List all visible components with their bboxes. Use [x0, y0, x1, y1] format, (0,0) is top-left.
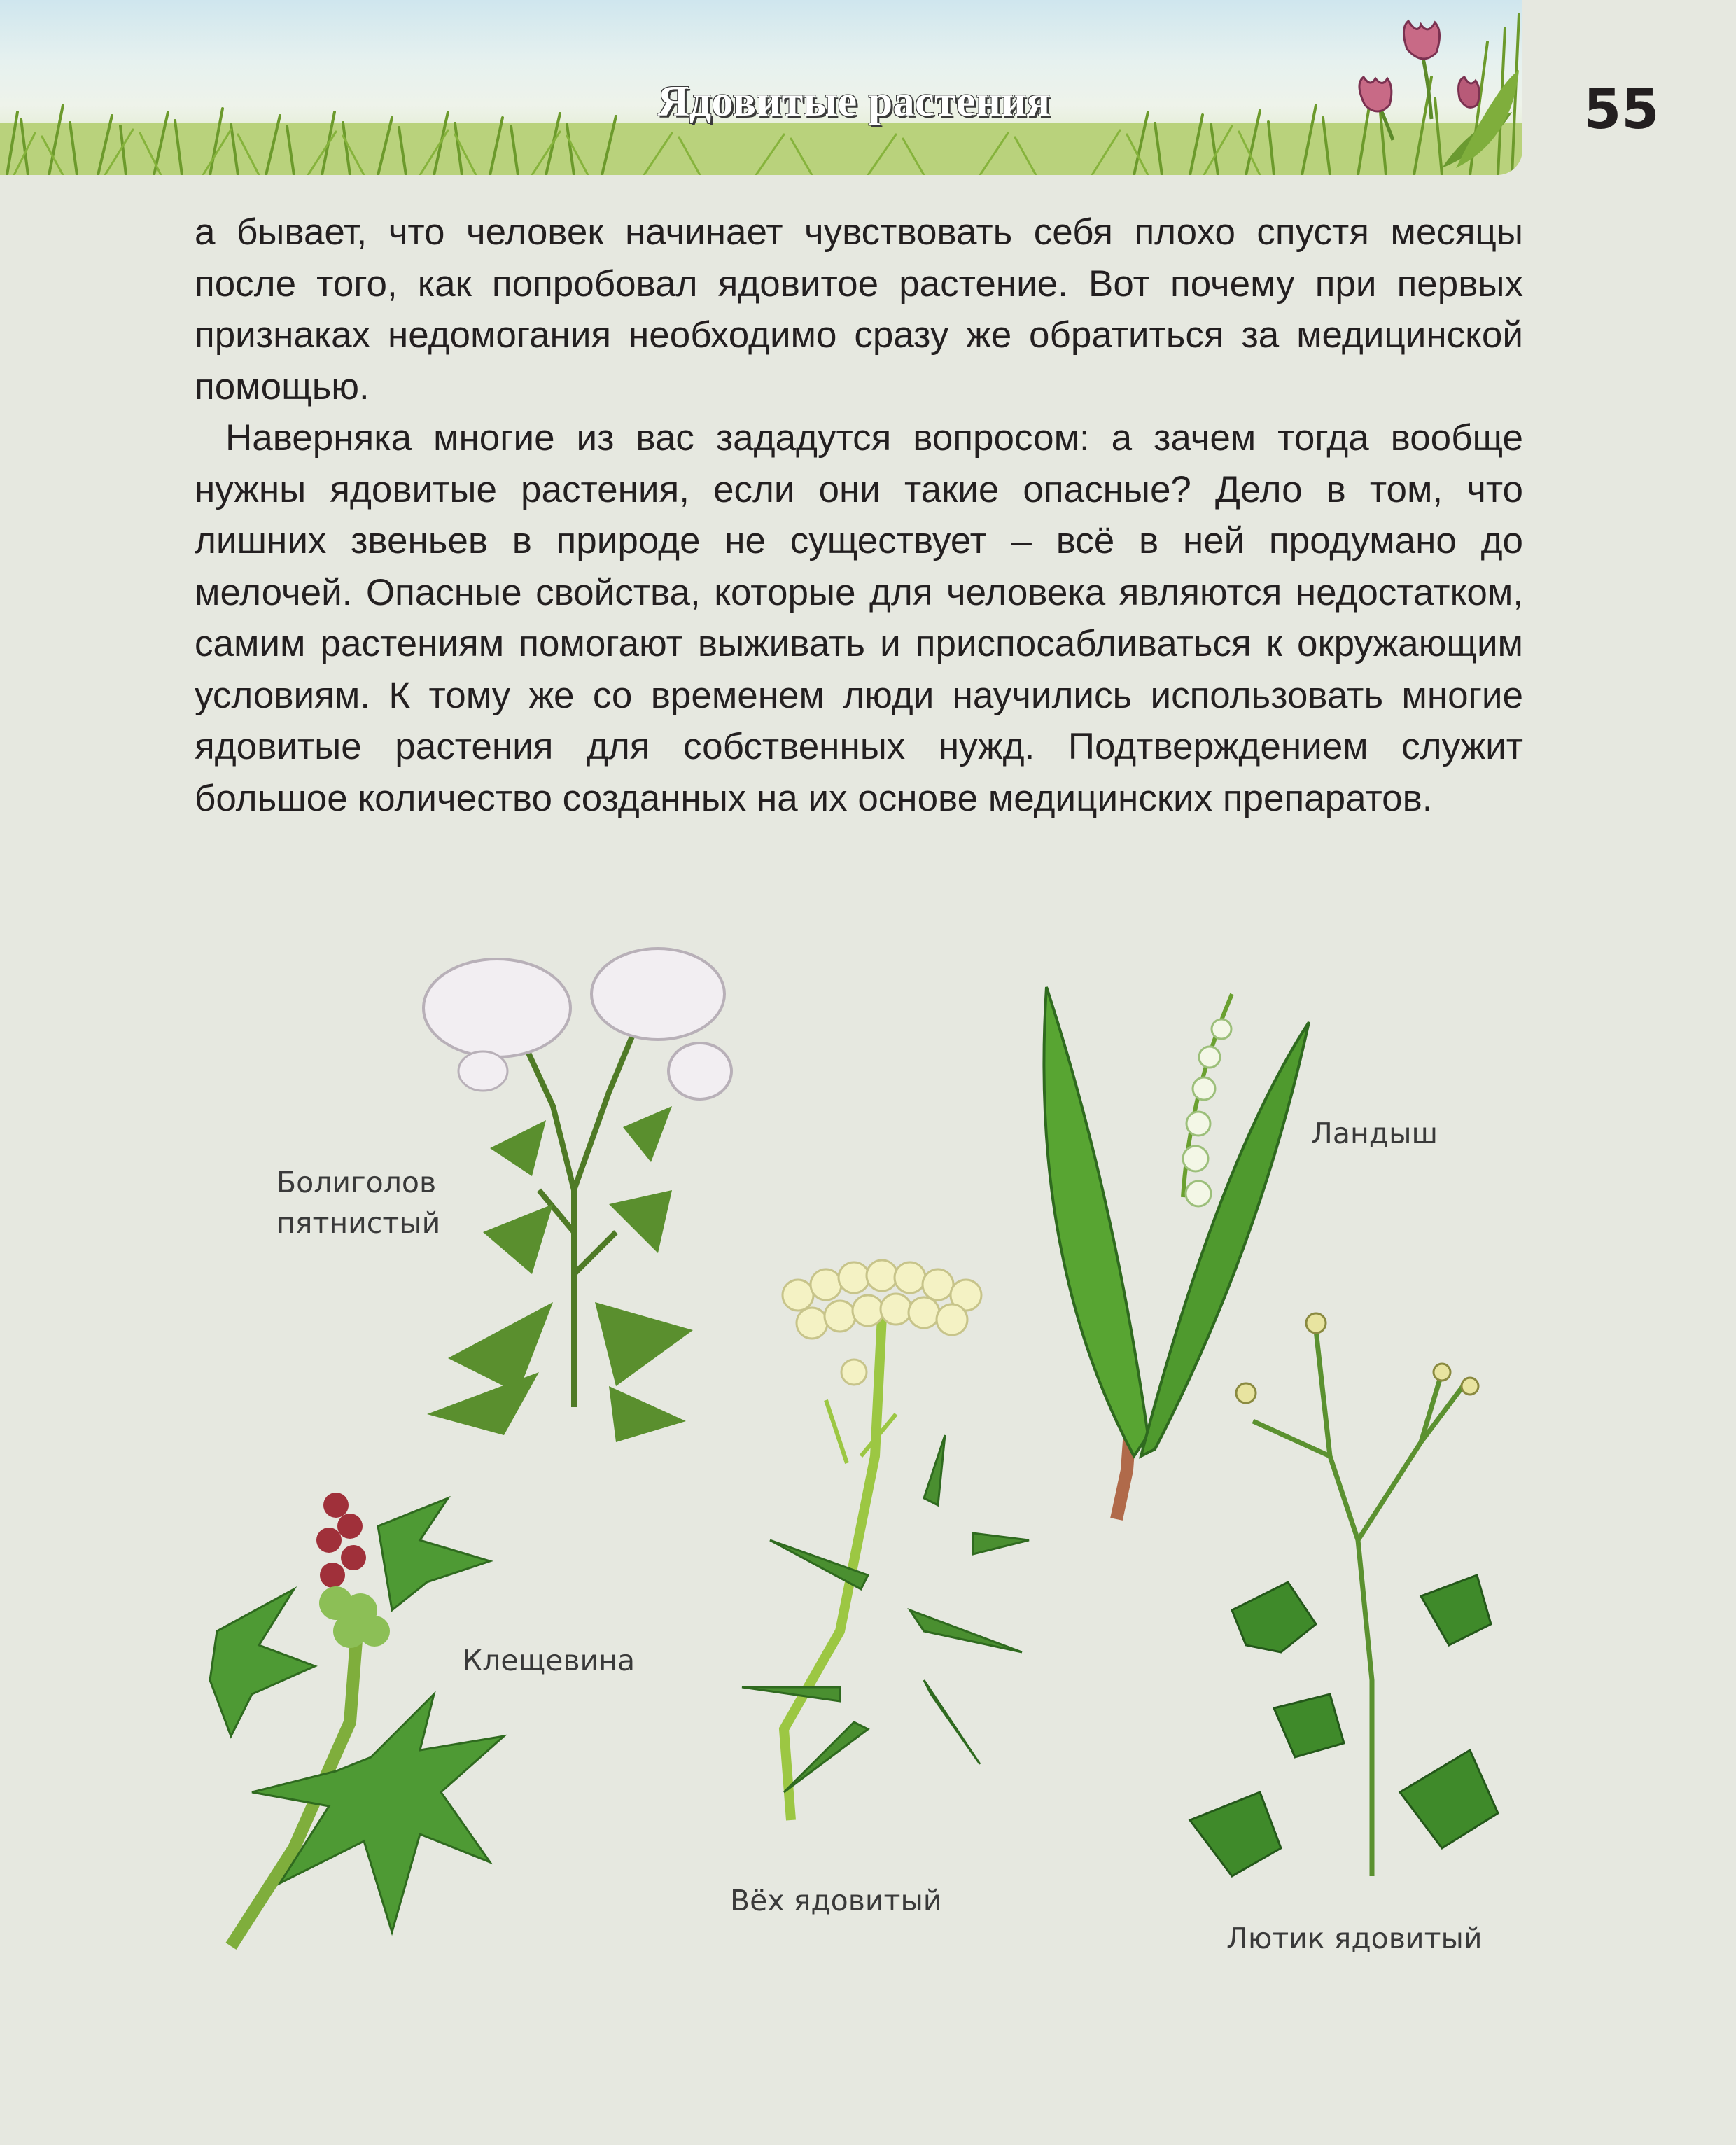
paragraph: а бывает, что человек начинает чувствовать себя плохо спустя месяцы после того, как попробовал ядовитое растение. Вот почему при первых признаках недомогания необходимо сразу же обратиться за медицинской помощью.	[195, 211, 1523, 407]
hemlock-illustration	[424, 949, 732, 1442]
page-number: 55	[1583, 78, 1660, 141]
water-hemlock-illustration	[742, 1260, 1029, 1820]
label-castor: Клещевина	[462, 1644, 636, 1677]
paragraph: Наверняка многие из вас зададутся вопросом: а зачем тогда вообще нужны ядовитые растения, если они такие опасные? Дело в том, что лишних звеньев в природе не существует – всё в ней продумано до мелочей. Опасные свойства, которые для человека являются недостатком, самим растениям помогают выживать и приспосабливаться к окружающим условиям. К тому же со временем люди научились использовать многие ядовитые растения для собственных нужд. Подтверждением служит большое количество созданных на их основе медицинских препаратов.	[195, 417, 1523, 819]
label-lily-of-the-valley: Ландыш	[1311, 1117, 1438, 1150]
label-hemlock: Болиголов пятнистый	[276, 1166, 441, 1240]
lily-of-the-valley-illustration	[1044, 987, 1309, 1519]
buttercup-illustration	[1190, 1313, 1498, 1876]
castor-illustration	[210, 1493, 504, 1946]
section-title: Ядовитые растения	[657, 78, 1051, 125]
label-buttercup: Лютик ядовитый	[1226, 1922, 1483, 1955]
label-water-hemlock: Вёх ядовитый	[730, 1884, 942, 1917]
